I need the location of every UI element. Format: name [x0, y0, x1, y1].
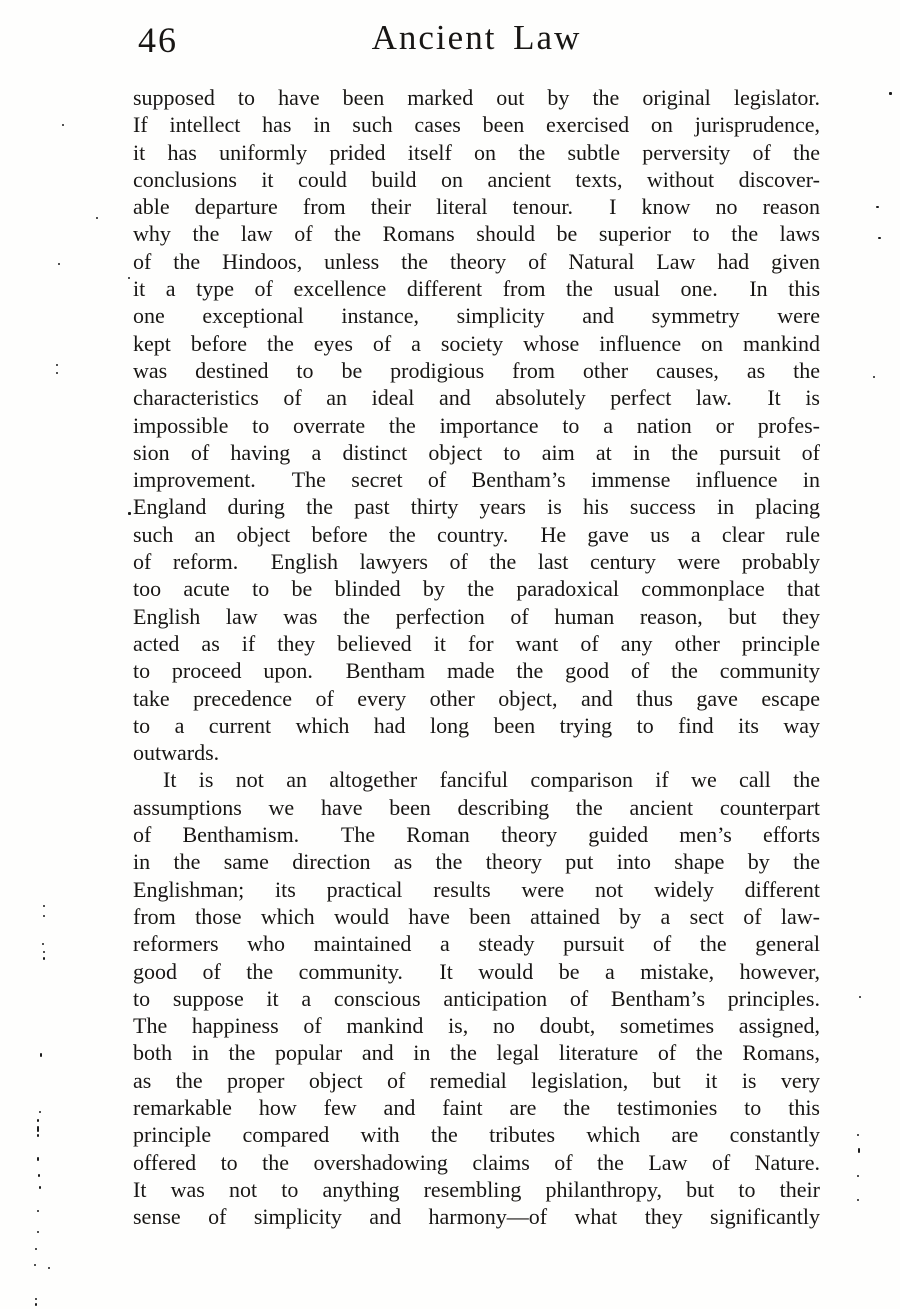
scan-speck [35, 1248, 37, 1250]
scan-speck [857, 1134, 859, 1136]
text-line: It is not an altogether fanciful comparison if we call the [163, 767, 820, 793]
scan-speck [37, 1126, 39, 1132]
scan-speck [858, 1148, 860, 1153]
page-number: 46 [138, 20, 178, 60]
scan-speck [39, 1186, 41, 1189]
text-line: it has uniformly prided itself on the subtle perversity of the [133, 139, 820, 165]
scan-speck [37, 1134, 39, 1137]
running-title: Ancient Law [371, 18, 582, 57]
scan-speck [43, 905, 45, 907]
scan-speck [43, 951, 45, 953]
text-line: was destined to be prodigious from other causes, as the [133, 357, 820, 383]
text-line: to suppose it a conscious anticipation of Bentham’s principles. [133, 985, 820, 1011]
text-line: England during the past thirty years is his success in placing [133, 494, 820, 520]
scan-speck [889, 92, 892, 95]
text-line: of the Hindoos, unless the theory of Natural Law had given [133, 248, 820, 274]
text-line: one exceptional instance, simplicity and symmetry were [133, 303, 820, 329]
scan-speck [37, 1210, 39, 1212]
text-line: as the proper object of remedial legislation, but it is very [133, 1067, 820, 1093]
text-line: too acute to be blinded by the paradoxical commonplace that [133, 576, 820, 602]
scan-speck [42, 943, 44, 945]
scan-speck [876, 206, 879, 208]
text-line: supposed to have been marked out by the original legislator. [133, 85, 820, 110]
text-line: conclusions it could build on ancient texts, without discover- [133, 166, 820, 192]
text-line: impossible to overrate the importance to a nation or profes- [133, 412, 820, 438]
text-line: of reform. English lawyers of the last century were probably [133, 549, 820, 575]
scan-speck [56, 372, 58, 374]
scan-speck [58, 263, 60, 265]
scan-speck [39, 1111, 41, 1113]
text-line: Englishman; its practical results were not widely different [133, 876, 820, 902]
scan-speck [128, 277, 130, 279]
text-line: from those which would have been attained by a sect of law- [133, 903, 820, 929]
text-line: able departure from their literal tenour. I know no reason [133, 194, 820, 220]
scan-speck [48, 1267, 50, 1269]
scan-speck [96, 217, 98, 219]
scan-speck [62, 124, 64, 126]
text-line: assumptions we have been describing the ancient counterpart [133, 794, 820, 820]
scan-speck [43, 957, 45, 960]
scan-speck [35, 1303, 37, 1306]
text-line: improvement. The secret of Bentham’s immense influence in [133, 467, 820, 493]
text-line: principle compared with the tributes which are constantly [133, 1122, 820, 1148]
text-line: outwards. [133, 740, 220, 766]
body-text [133, 84, 820, 1230]
text-line: English law was the perfection of human reason, but they [133, 603, 820, 629]
scan-speck [878, 237, 881, 239]
scan-speck [857, 1199, 859, 1201]
text-line: in the same direction as the theory put into shape by the [133, 849, 820, 875]
scan-speck [56, 364, 58, 366]
scan-speck [859, 996, 861, 998]
text-line: sense of simplicity and harmony—of what they significantly [133, 1204, 820, 1230]
text-line: The happiness of mankind is, no doubt, sometimes assigned, [133, 1013, 820, 1039]
text-line: to proceed upon. Bentham made the good of the community [133, 658, 820, 684]
text-line: characteristics of an ideal and absolutely perfect law. It is [133, 385, 820, 411]
text-line: offered to the overshadowing claims of the Law of Nature. [133, 1149, 820, 1175]
text-line: It was not to anything resembling philanthropy, but to their [133, 1176, 820, 1202]
scan-speck [857, 1175, 859, 1177]
text-line: kept before the eyes of a society whose influence on mankind [133, 330, 820, 356]
scan-speck [873, 376, 875, 378]
text-line: such an object before the country. He gave us a clear rule [133, 521, 820, 547]
scan-speck [37, 1119, 39, 1122]
text-line: good of the community. It would be a mistake, however, [133, 958, 820, 984]
scan-speck [128, 512, 131, 515]
text-line: it a type of excellence different from the usual one. In this [133, 276, 820, 302]
text-line: remarkable how few and faint are the testimonies to this [133, 1094, 820, 1120]
scan-speck [43, 915, 45, 917]
scan-speck [34, 1264, 36, 1266]
scan-speck [37, 1231, 39, 1233]
text-line: to a current which had long been trying to find its way [133, 712, 820, 738]
scan-speck [40, 1053, 42, 1057]
text-line: reformers who maintained a steady pursuit of the general [133, 931, 820, 957]
text-line: both in the popular and in the legal literature of the Romans, [133, 1040, 820, 1066]
text-line: If intellect has in such cases been exercised on jurisprudence, [133, 112, 820, 138]
scan-speck [35, 1298, 37, 1300]
text-line: acted as if they believed it for want of any other principle [133, 630, 820, 656]
text-line: take precedence of every other object, and thus gave escape [133, 685, 820, 711]
scan-speck [37, 1157, 39, 1161]
text-line: sion of having a distinct object to aim at in the pursuit of [133, 439, 820, 465]
text-line: of Benthamism. The Roman theory guided men’s efforts [133, 822, 820, 848]
text-line: why the law of the Romans should be superior to the laws [133, 221, 820, 247]
scan-speck [38, 1174, 40, 1177]
